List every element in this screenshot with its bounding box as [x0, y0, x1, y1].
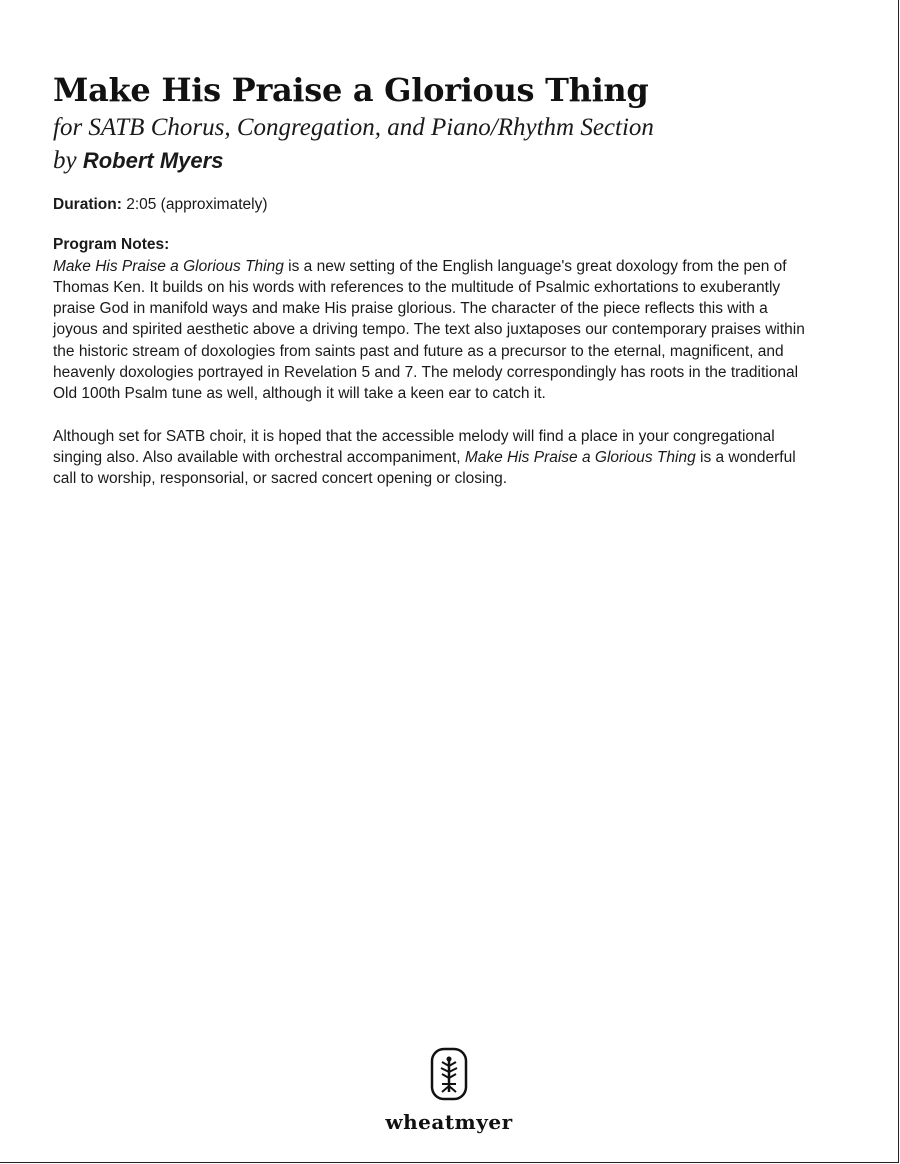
paragraph-2-tail: is a wonderful call to worship, responsorial, or sacred concert opening or closing. [53, 448, 796, 488]
by-prefix: by [53, 147, 83, 174]
paragraph-1-text: is a new setting of the English language's great doxology from the pen of Thomas Ken. It builds on his words with references to the multitude of Psalmic exhortations to exuberantly praise God in manifold ways and make His praise glorious. The character of the piece reflects this with a joyous and spirited aesthetic above a driving tempo. The text also juxtaposes our contemporary praises within the historic stream of doxologies from saints past and future as a precursor to the eternal, magnificent, and heavenly doxologies portrayed in Revelation 5 and 7. The melody correspondingly has roots in the traditional Old 100th Psalm tune as well, although it will take a keen ear to catch it. [53, 257, 805, 403]
work-title-italic: Make His Praise a Glorious Thing [53, 257, 284, 275]
page-content [53, 68, 813, 490]
duration-value: 2:05 (approximately) [121, 196, 268, 213]
duration-label: Duration: [53, 196, 122, 213]
byline [53, 144, 813, 178]
wheat-sheaf-logo-icon [429, 1046, 469, 1102]
duration-line [53, 194, 813, 215]
work-title-italic: Make His Praise a Glorious Thing [464, 448, 696, 466]
program-notes-body [53, 256, 813, 490]
subtitle: for SATB Chorus, Congregation, and Piano/Rhythm Section [53, 114, 654, 141]
program-notes-heading: Program Notes: [53, 236, 170, 254]
publisher-logo [0, 1046, 898, 1134]
program-notes-paragraph-1 [53, 256, 813, 405]
paragraph-2-text: Although set for SATB choir, it is hoped that the accessible melody will find a place in your congregational singing also. Also available with orchestral accompaniment, [53, 427, 775, 466]
publisher-wordmark: wheatmyer [385, 1110, 513, 1134]
author-name: Robert Myers [82, 148, 224, 173]
page-title: Make His Praise a Glorious Thing [53, 71, 649, 109]
program-notes-paragraph-2 [53, 426, 813, 490]
